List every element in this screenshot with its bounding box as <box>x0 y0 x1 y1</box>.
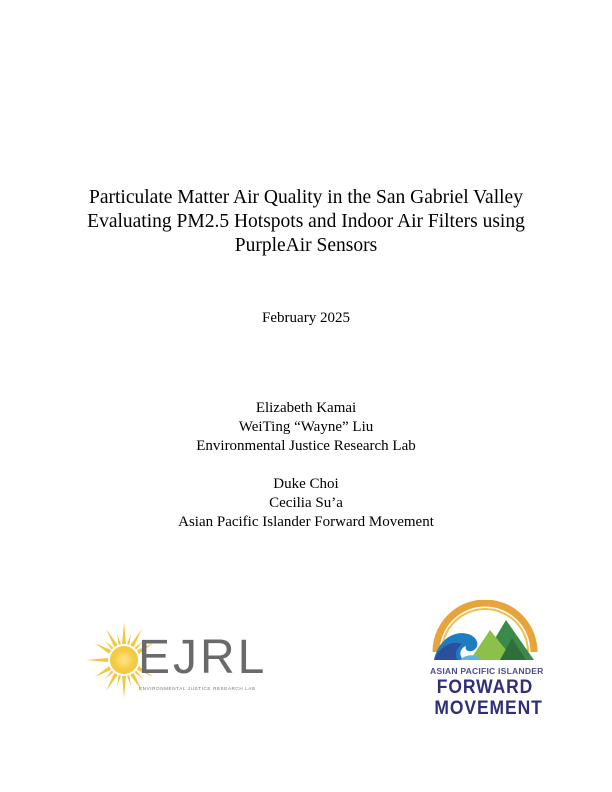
document-title <box>40 186 572 258</box>
document-date: February 2025 <box>262 310 350 326</box>
ejrl-logo <box>82 620 268 700</box>
apifm-line-1: ASIAN PACIFIC ISLANDER <box>430 666 544 676</box>
ejrl-subtitle: ENVIRONMENTAL JUSTICE RESEARCH LAB <box>139 686 256 691</box>
title-line-2: Evaluating PM2.5 Hotspots and Indoor Air Filters using <box>87 211 525 232</box>
apifm-line-2: FORWARD <box>436 677 534 698</box>
author-name: Duke Choi <box>273 476 339 492</box>
author-name: WeiTing “Wayne” Liu <box>238 419 374 435</box>
author-block <box>0 399 612 532</box>
apifm-line-3: MOVEMENT <box>434 698 543 719</box>
author-name: Elizabeth Kamai <box>255 400 357 416</box>
author-organization: Asian Pacific Islander Forward Movement <box>178 514 434 530</box>
apifm-logo <box>430 600 544 722</box>
mountain-wave-icon <box>430 600 540 666</box>
title-line-1: Particulate Matter Air Quality in the San Gabriel Valley <box>89 187 523 208</box>
ejrl-wordmark: EJRL <box>138 631 268 684</box>
title-line-3: PurpleAir Sensors <box>234 235 378 256</box>
author-name: Cecilia Su’a <box>269 495 343 511</box>
author-organization: Environmental Justice Research Lab <box>196 438 416 454</box>
